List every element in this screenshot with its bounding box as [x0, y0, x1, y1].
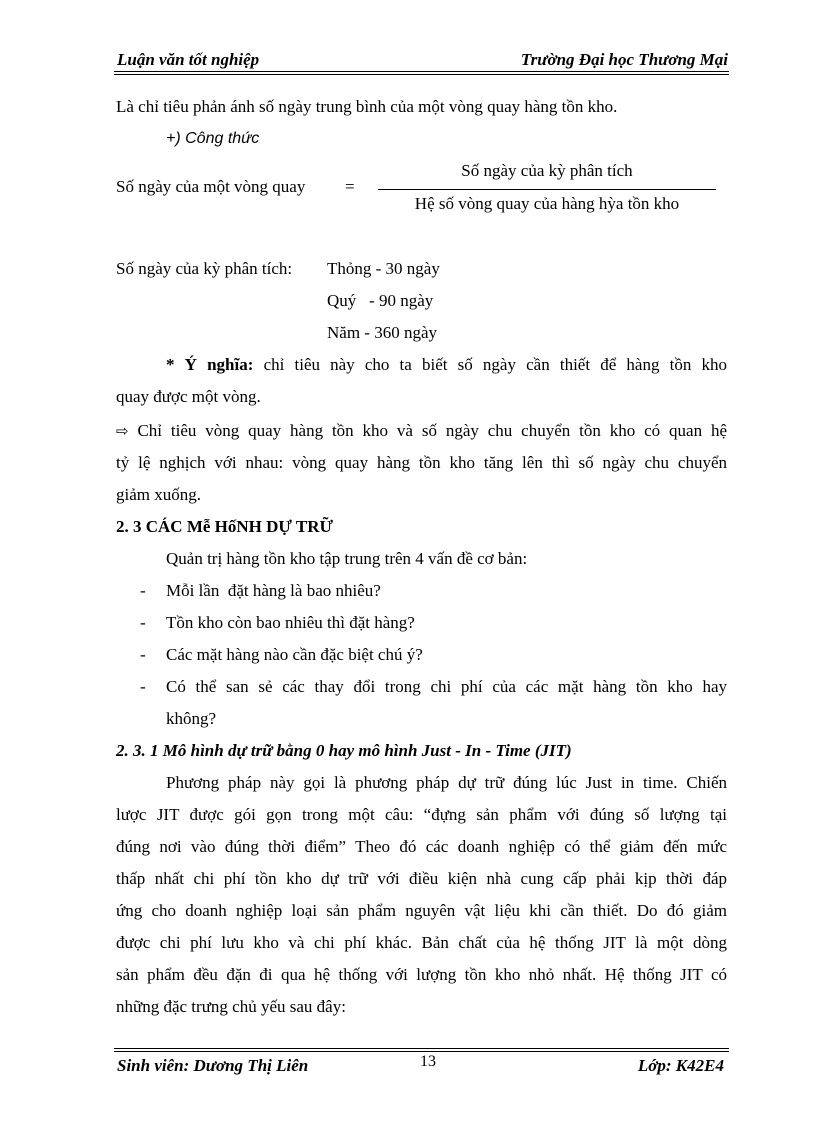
relation-line-2: tỷ lệ nghịch với nhau: vòng quay hàng tồn kho tăng lên thì số ngày chu chuyển: [116, 453, 727, 472]
paragraph-line: sản phẩm đều đặn đi qua hệ thống với lượng tồn kho nhỏ nhất. Hệ thống JIT có: [116, 965, 727, 984]
paragraph-line: ứng cho doanh nghiệp loại sản phẩm nguyên vật liệu khi cần thiết. Do đó giảm: [116, 901, 727, 920]
section-heading: 2. 3 CÁC Mễ HốNH DỰ TRỮ: [116, 517, 334, 536]
footer-right: Lớp: K42E4: [637, 1056, 724, 1075]
header-left: Luận văn tốt nghiệp: [117, 50, 260, 69]
meaning-text: chỉ tiêu này cho ta biết số ngày cần thiết để hàng tồn kho: [263, 355, 728, 374]
bullet-mark: -: [140, 645, 146, 664]
bullet-item: Mỗi lần đặt hàng là bao nhiêu?: [166, 581, 381, 600]
period-month: Thỏng - 30 ngày: [327, 259, 440, 278]
footer-left: Sinh viên: Dương Thị Liên: [117, 1056, 309, 1075]
formula-numerator: Số ngày của kỳ phân tích: [461, 161, 633, 180]
paragraph-line: lược JIT được gói gọn trong một câu: “đựng sản phẩm với đúng số lượng tại: [116, 805, 727, 824]
relation-line-3: giảm xuống.: [116, 485, 201, 504]
paragraph-line: đúng nơi vào đúng thời điểm” Theo đó các doanh nghiệp có thể giảm đến mức: [116, 837, 727, 856]
bullet-item: Tồn kho còn bao nhiêu thì đặt hàng?: [166, 613, 415, 632]
paragraph-line: thấp nhất chi phí tồn kho dự trữ với điều kiện nhà cung cấp phải kịp thời đáp: [116, 869, 727, 888]
paragraph-line-last: những đặc trưng chủ yếu sau đây:: [116, 997, 346, 1016]
header-right: Trường Đại học Thương Mại: [520, 50, 728, 69]
relation-text-1: Chỉ tiêu vòng quay hàng tồn kho và số ngày chu chuyển tồn kho có quan hệ: [137, 421, 727, 440]
intro-text: Là chỉ tiêu phản ánh số ngày trung bình của một vòng quay hàng tồn kho.: [116, 97, 618, 116]
subsection-heading: 2. 3. 1 Mô hình dự trữ bằng 0 hay mô hình Just - In - Time (JIT): [116, 741, 572, 760]
meaning-star: *: [166, 355, 175, 374]
fraction-bar: [378, 189, 716, 190]
formula-denominator: Hệ số vòng quay của hàng hỳa tồn kho: [414, 194, 680, 213]
section-intro: Quản trị hàng tồn kho tập trung trên 4 vấn đề cơ bản:: [166, 549, 528, 568]
meaning-line-1: [166, 355, 727, 375]
footer-rule-thin: [114, 1048, 729, 1049]
paragraph-line: được chi phí lưu kho và chi phí khác. Bản chất của hệ thống JIT là một dòng: [116, 933, 727, 952]
paragraph-line: Phương pháp này gọi là phương pháp dự trữ đúng lúc Just in time. Chiến: [166, 773, 727, 792]
period-label: Số ngày của kỳ phân tích:: [116, 259, 293, 278]
bullet-item: Có thể san sẻ các thay đổi trong chi phí của các mặt hàng tồn kho hay: [166, 677, 727, 696]
meaning-label: Ý nghĩa:: [184, 355, 254, 374]
bullet-mark: -: [140, 581, 146, 600]
header-rule: [114, 71, 729, 72]
formula-lhs: Số ngày của một vòng quay: [116, 177, 306, 196]
bullet-mark: -: [140, 613, 146, 632]
relation-line-1: [116, 421, 727, 441]
formula-label: +) Công thức: [166, 130, 260, 147]
bullet-item-continued: không?: [166, 709, 217, 728]
period-quarter: Quý - 90 ngày: [327, 291, 434, 310]
meaning-line-2: quay được một vòng.: [116, 387, 261, 406]
page-number: 13: [420, 1053, 436, 1070]
bullet-item: Các mặt hàng nào cần đặc biệt chú ý?: [166, 645, 423, 664]
period-year: Năm - 360 ngày: [327, 323, 438, 342]
formula-equals: =: [345, 177, 355, 196]
bullet-mark: -: [140, 677, 146, 696]
header-rule-thin: [114, 74, 729, 75]
arrow-icon: ⇨: [116, 422, 129, 440]
